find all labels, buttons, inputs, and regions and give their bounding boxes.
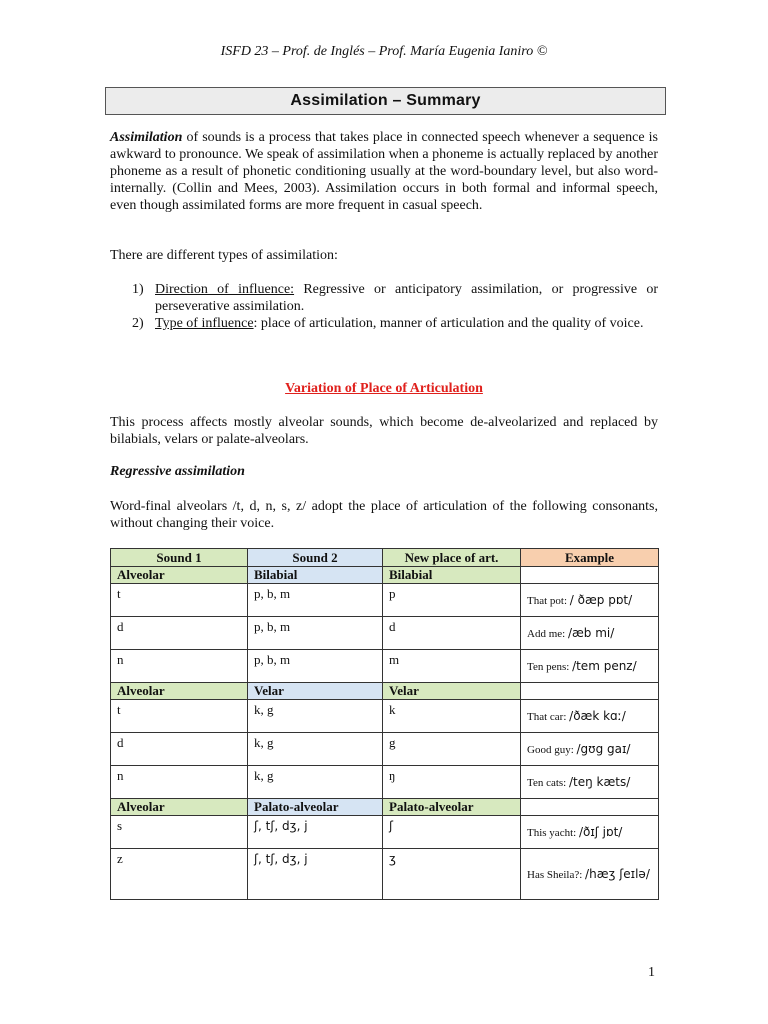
list-number: 1) <box>132 282 144 297</box>
example-cell <box>521 584 659 617</box>
example-cell <box>521 650 659 683</box>
category-row <box>111 567 659 584</box>
sound2-cell: ʃ, tʃ, dʒ, j <box>248 849 383 900</box>
list-label: Type of influence <box>155 316 254 331</box>
list-text: : place of articulation, manner of articulation and the quality of voice. <box>253 316 644 331</box>
header-new-place: New place of art. <box>383 549 521 567</box>
sound2-cell: ʃ, tʃ, dʒ, j <box>248 816 383 849</box>
example-ipa: /hæʒ ʃeɪlə/ <box>585 867 650 881</box>
list-text: Regressive or anticipatory assimilation, or progressive or perseverative assimilation. <box>155 282 658 314</box>
table-row <box>111 700 659 733</box>
table-row <box>111 849 659 900</box>
category-row <box>111 799 659 816</box>
example-label: Good guy: <box>527 744 577 756</box>
example-cell <box>521 700 659 733</box>
section-paragraph: This process affects mostly alveolar sounds, which become de-alveolarized and replaced by bilabials, velars or palate-alveolars. <box>110 415 658 447</box>
sound2-cell: p, b, m <box>248 584 383 617</box>
category-row <box>111 683 659 700</box>
example-label: Ten pens: <box>527 661 573 673</box>
list-label: Direction of influence: <box>155 282 295 297</box>
sound1-cell: d <box>111 617 248 650</box>
new-place-cell: k <box>383 700 521 733</box>
example-ipa: /gʊg gaɪ/ <box>576 742 631 756</box>
example-label: Has Sheila?: <box>527 869 586 881</box>
sound1-cell: z <box>111 849 248 900</box>
category-cell: Palato-alveolar <box>248 799 383 816</box>
new-place-cell: m <box>383 650 521 683</box>
sound1-cell: s <box>111 816 248 849</box>
category-cell: Velar <box>248 683 383 700</box>
category-cell: Velar <box>383 683 521 700</box>
category-cell: Bilabial <box>248 567 383 584</box>
example-ipa: /æb mi/ <box>567 626 615 640</box>
new-place-cell: ʒ <box>383 849 521 900</box>
sound1-cell: n <box>111 766 248 799</box>
list-item <box>132 315 658 332</box>
sound2-cell: p, b, m <box>248 650 383 683</box>
sound1-cell: t <box>111 584 248 617</box>
category-cell <box>521 683 659 700</box>
header-example: Example <box>521 549 659 567</box>
sound2-cell: k, g <box>248 766 383 799</box>
example-cell <box>521 849 659 900</box>
category-cell: Palato-alveolar <box>383 799 521 816</box>
example-ipa: /teŋ kæts/ <box>569 775 631 789</box>
header-sound2: Sound 2 <box>248 549 383 567</box>
sound1-cell: t <box>111 700 248 733</box>
example-label: Ten cats: <box>527 777 569 789</box>
example-cell <box>521 816 659 849</box>
example-label: That car: <box>527 711 570 723</box>
title-box <box>105 87 666 115</box>
example-ipa: / ðæp pɒt/ <box>569 593 633 607</box>
section-title: Variation of Place of Articulation <box>285 381 483 396</box>
table-row <box>111 766 659 799</box>
new-place-cell: ʃ <box>383 816 521 849</box>
example-label: This yacht: <box>527 827 579 839</box>
example-cell <box>521 766 659 799</box>
table-row <box>111 733 659 766</box>
page-header: ISFD 23 – Prof. de Inglés – Prof. María Eugenia Ianiro © <box>220 44 548 59</box>
category-cell: Bilabial <box>383 567 521 584</box>
category-cell: Alveolar <box>111 567 248 584</box>
new-place-cell: d <box>383 617 521 650</box>
intro-text: of sounds is a process that takes place in connected speech whenever a sequence is awkward to pronounce. We speak of assimilation when a phoneme is actually replaced by another phoneme as a result of phonetic conditioning usually at the word-boundary level, but also word-internally. (Collin and Mees, 2003). Assimilation occurs in both formal and informal speech, even though assimilated forms are more frequent in casual speech. <box>110 130 658 213</box>
list-item <box>132 281 658 315</box>
header-sound1: Sound 1 <box>111 549 248 567</box>
sound2-cell: p, b, m <box>248 617 383 650</box>
category-cell: Alveolar <box>111 799 248 816</box>
example-cell <box>521 617 659 650</box>
assimilation-table <box>110 548 659 900</box>
sound1-cell: d <box>111 733 248 766</box>
new-place-cell: p <box>383 584 521 617</box>
example-label: That pot: <box>527 595 570 607</box>
example-ipa: /ðæk kɑː/ <box>569 709 626 723</box>
sub-paragraph: Word-final alveolars /t, d, n, s, z/ adopt the place of articulation of the following consonants, without changing their voice. <box>110 499 658 531</box>
table-row <box>111 650 659 683</box>
page-number: 1 <box>648 965 655 980</box>
subheading: Regressive assimilation <box>110 464 245 479</box>
new-place-cell: ŋ <box>383 766 521 799</box>
example-ipa: /tem penz/ <box>572 659 637 673</box>
table-row <box>111 816 659 849</box>
list-number: 2) <box>132 316 144 331</box>
sound2-cell: k, g <box>248 733 383 766</box>
table-header-row <box>111 549 659 567</box>
types-intro: There are different types of assimilation: <box>110 248 338 263</box>
document-title: Assimilation – Summary <box>290 92 481 109</box>
intro-lead-term: Assimilation <box>110 130 183 145</box>
new-place-cell: g <box>383 733 521 766</box>
sound1-cell: n <box>111 650 248 683</box>
category-cell <box>521 567 659 584</box>
types-list <box>132 281 658 332</box>
category-cell <box>521 799 659 816</box>
intro-paragraph <box>110 129 658 214</box>
table-row <box>111 584 659 617</box>
example-ipa: /ðɪʃ jɒt/ <box>578 825 623 839</box>
category-cell: Alveolar <box>111 683 248 700</box>
table-row <box>111 617 659 650</box>
sound2-cell: k, g <box>248 700 383 733</box>
example-label: Add me: <box>527 628 568 640</box>
example-cell <box>521 733 659 766</box>
